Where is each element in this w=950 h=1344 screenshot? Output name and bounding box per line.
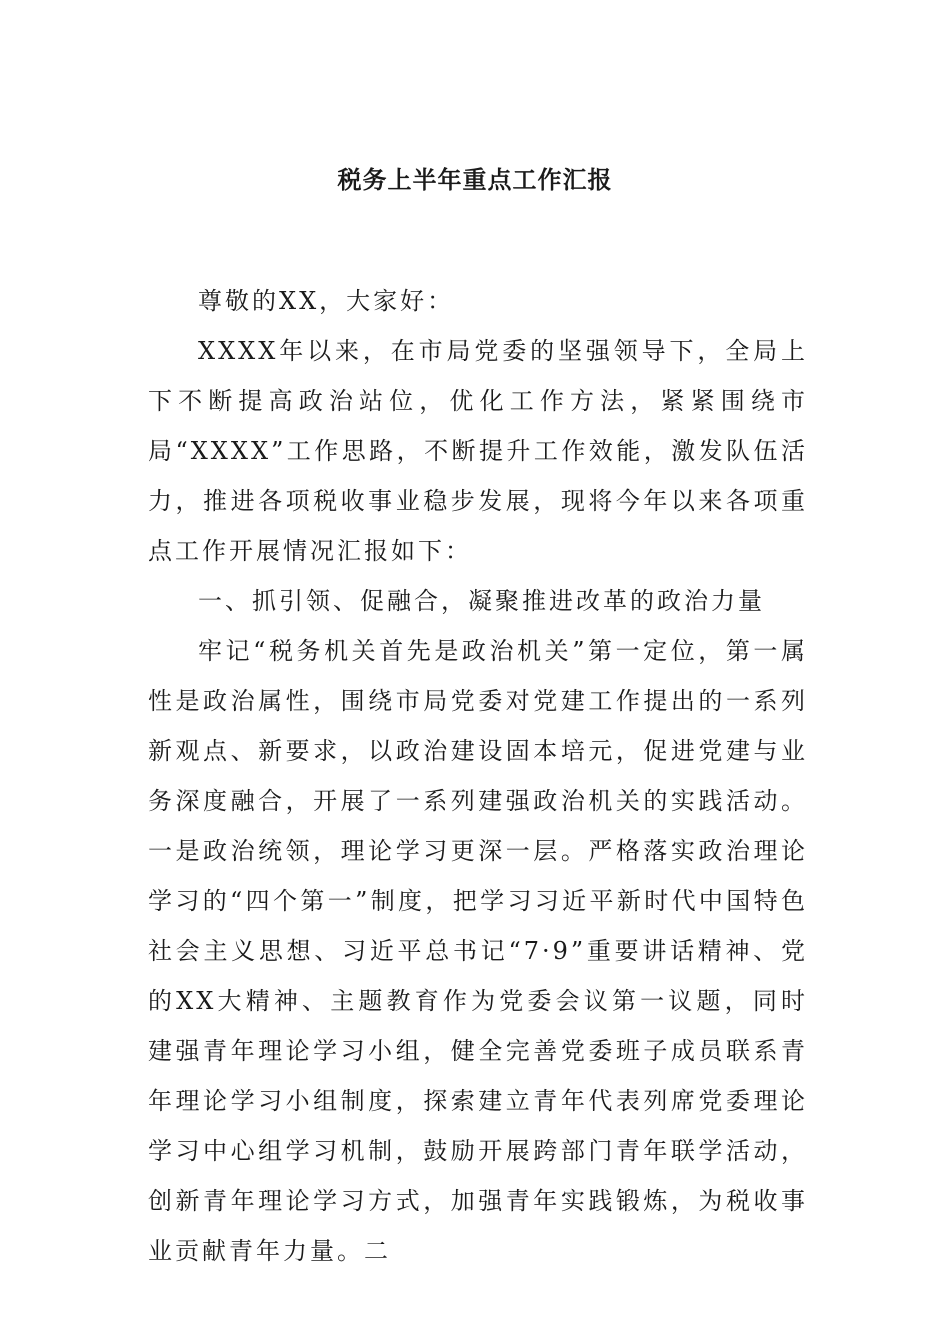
document-title: 税务上半年重点工作汇报 bbox=[337, 165, 613, 194]
paragraph-intro: XXXX年以来，在市局党委的坚强领导下，全局上下不断提高政治站位，优化工作方法，紧紧围绕市局“XXXX”工作思路，不断提升工作效能，激发队伍活力，推进各项税收事业稳步发展，现将今年以来各项重点工作开展情况汇报如下： bbox=[148, 337, 808, 565]
section-heading-1: 一、抓引领、促融合，凝聚推进改革的政治力量 bbox=[198, 587, 765, 615]
paragraph-section-1: 牢记“税务机关首先是政治机关”第一定位，第一属性是政治属性，围绕市局党委对党建工作提出的一系列新观点、新要求，以政治建设固本培元，促进党建与业务深度融合，开展了一系列建强政治机关的实践活动。一是政治统领，理论学习更深一层。严格落实政治理论学习的“四个第一”制度，把学习习近平新时代中国特色社会主义思想、习近平总书记“7·9”重要讲话精神、党的XX大精神、主题教育作为党委会议第一议题，同时建强青年理论学习小组，健全完善党委班子成员联系青年理论学习小组制度，探索建立青年代表列席党委理论学习中心组学习机制，鼓励开展跨部门青年联学活动，创新青年理论学习方式，加强青年实践锻炼，为税收事业贡献青年力量。二 bbox=[148, 637, 808, 1265]
greeting-line: 尊敬的XX，大家好： bbox=[198, 287, 455, 315]
document-body bbox=[148, 276, 808, 1276]
